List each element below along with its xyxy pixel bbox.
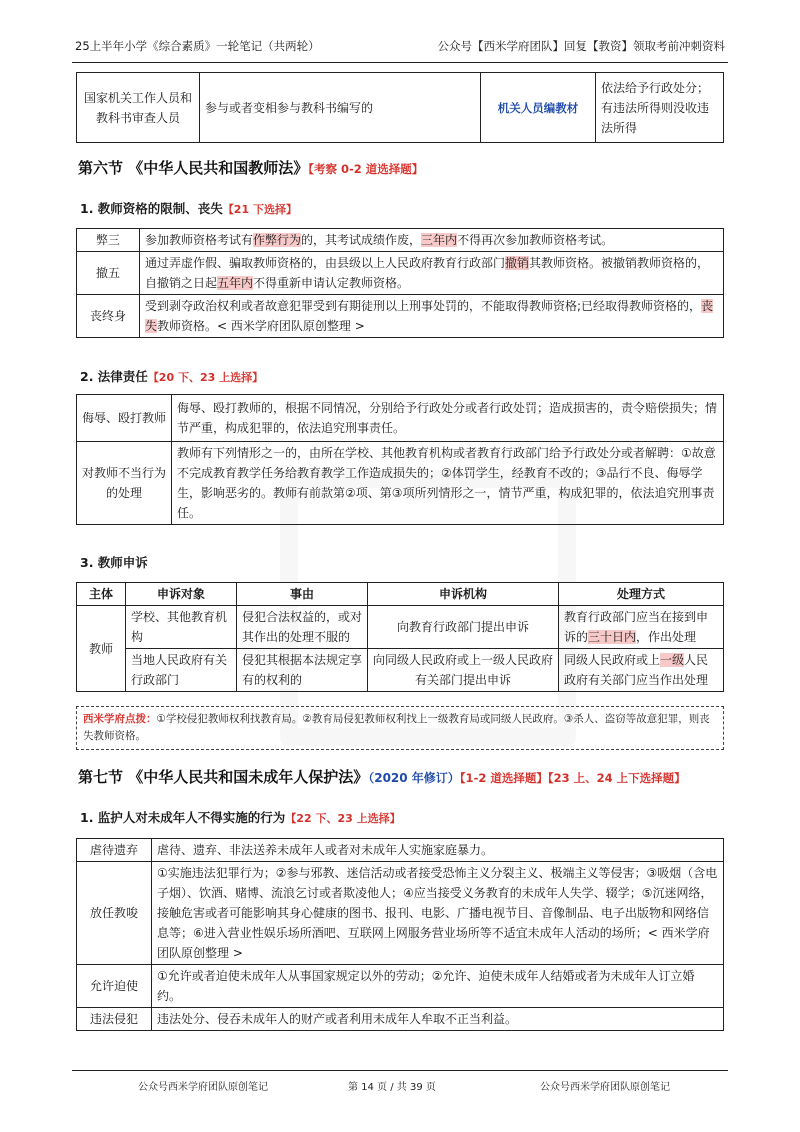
- legal-key: 侮辱、殴打教师: [77, 395, 172, 442]
- subsection-4-tag: 【22 下、23 上选择】: [285, 812, 401, 825]
- top-table-mnemonic-text: 机关人员编教材: [497, 100, 579, 115]
- top-continuation-table: [76, 72, 724, 143]
- appeal-reason: 侵犯其根据本法规定享有的权利的: [237, 649, 368, 692]
- qual-highlight: 丧失: [145, 299, 714, 333]
- qual-source: < 西米学府团队原创整理 >: [217, 319, 365, 333]
- subsection-2-tag: 【20 下、23 上选择】: [147, 371, 264, 384]
- guardian-value: 违法处分、侵吞未成年人的财产或者利用未成年人牟取不正当利益。: [152, 1008, 724, 1031]
- qual-content: [140, 229, 724, 252]
- appeal-org: 向教育行政部门提出申诉: [368, 606, 559, 649]
- qual-text: 受到剥夺政治权利或者故意犯罪受到有期徒刑以上刑事处罚的，不能取得教师资格;已经取得教师资格的，: [145, 299, 702, 313]
- legal-value: 侮辱、殴打教师的，根据不同情况，分别给予行政处分或者行政处罚；造成损害的，责令赔偿损失；情节严重，构成犯罪的，依法追究刑事责任。: [172, 395, 724, 442]
- qual-text: 不得重新申请认定教师资格。: [253, 276, 410, 290]
- appeal-subject: 教师: [77, 606, 126, 692]
- guardian-row: [77, 965, 724, 1008]
- subsection-2-title-text: 2. 法律责任: [80, 369, 148, 384]
- appeal-handling-highlight: 一级: [660, 653, 685, 667]
- appeal-header: 事由: [237, 583, 368, 606]
- top-table-mnemonic: [481, 73, 596, 143]
- qual-content: [140, 295, 724, 338]
- top-table-penalty: 依法给予行政处分；有违法所得则没收违法所得: [596, 73, 724, 143]
- qual-content: [140, 252, 724, 295]
- header-divider: [72, 62, 728, 63]
- guardian-row: [77, 862, 724, 965]
- appeal-header: 申诉机构: [368, 583, 559, 606]
- subsection-1-title: [80, 199, 297, 217]
- qual-row: [77, 252, 724, 295]
- appeal-table: [76, 582, 724, 692]
- guardian-row: [77, 839, 724, 862]
- guardian-value: ①允许或者迫使未成年人从事国家规定以外的劳动；②允许、迫使未成年人结婚或者为未成年人订立婚约。: [152, 965, 724, 1008]
- subsection-4-title-text: 1. 监护人对未成年人不得实施的行为: [80, 810, 286, 825]
- appeal-handling-text: 同级人民政府或上: [564, 653, 661, 667]
- qual-text: 的，其考试成绩作废，: [301, 233, 422, 247]
- subsection-3-title: [80, 553, 148, 571]
- appeal-handling-text: 人民政府有关部门应当作出处理: [564, 653, 709, 687]
- legal-responsibility-table: [76, 394, 724, 525]
- qual-text: 参加教师资格考试有: [145, 233, 254, 247]
- subsection-4-title: [80, 808, 401, 826]
- qual-text: 通过弄虚作假、骗取教师资格的，由县级以上人民政府教育行政部门: [145, 256, 506, 270]
- guardian-value: ①实施违法犯罪行为；②参与邪教、迷信活动或者接受恐怖主义分裂主义、极端主义等侵害；③吸烟（含电子烟）、饮酒、赌博、流浪乞讨或者欺凌他人；④应当接受义务教育的未成年人失学、辍学；⑤沉迷网络，接触危害或者可能影响其身心健康的图书、报刊、电影、广播电视节目、音像制品、电子出版物和网络信息等；⑥进入营业性娱乐场所酒吧、互联网上网服务营业场所等不适宜未成年人活动的场所；< 西米学府团队原创整理 >: [152, 862, 724, 965]
- section-6-tag: 【考察 0-2 道选择题】: [308, 162, 424, 176]
- appeal-row: [77, 606, 724, 649]
- appeal-header: 主体: [77, 583, 126, 606]
- tip-label: 西米学府点拨：: [83, 713, 157, 725]
- appeal-handling-text: 教育行政部门应当在接到申诉的: [564, 610, 709, 644]
- qual-text: 其教师资格。被撤销教师资格的，自撤销之日起: [145, 256, 710, 290]
- appeal-handling-text: ，作出处理: [636, 630, 697, 644]
- qual-highlight: 三年内: [421, 233, 458, 247]
- subsection-1-tag: 【21 下选择】: [222, 203, 297, 216]
- section-7-tag: 【1-2 道选择题】【23 上、24 上下选择题】: [459, 771, 686, 785]
- section-6-title-text: 第六节 《中华人民共和国教师法》: [78, 159, 309, 177]
- subsection-2-title: [80, 367, 263, 385]
- qual-highlight: 撤销: [505, 256, 530, 270]
- qual-highlight: 五年内: [217, 276, 254, 290]
- legal-row: [77, 395, 724, 442]
- qual-highlight: 作弊行为: [253, 233, 302, 247]
- footer-left-text: 公众号西米学府团队原创笔记: [138, 1082, 268, 1093]
- subsection-3-title-text: 3. 教师申诉: [80, 555, 148, 570]
- top-table-behavior: 参与或者变相参与教科书编写的: [200, 73, 481, 143]
- header-right-text: 公众号【西米学府团队】回复【教资】领取考前冲刺资料: [437, 39, 725, 53]
- header-left-text: 25上半年小学《综合素质》一轮笔记（共两轮）: [75, 39, 320, 53]
- qual-row: [77, 229, 724, 252]
- section-7-year: （2020 年修订）: [368, 771, 460, 785]
- appeal-header: 处理方式: [559, 583, 724, 606]
- appeal-handling: [559, 606, 724, 649]
- qualification-table: [76, 228, 724, 338]
- guardian-key: 虐待遗弃: [77, 839, 152, 862]
- section-7-title: [78, 766, 686, 787]
- appeal-object: 当地人民政府有关行政部门: [126, 649, 237, 692]
- page-number: 第 14 页 / 共 39 页: [348, 1082, 436, 1093]
- qual-row: [77, 295, 724, 338]
- tip-box: [76, 706, 724, 750]
- qual-key: 撤五: [77, 252, 140, 295]
- guardian-key: 违法侵犯: [77, 1008, 152, 1031]
- appeal-handling: [559, 649, 724, 692]
- appeal-handling-highlight: 三十日内: [588, 630, 637, 644]
- appeal-row: [77, 649, 724, 692]
- tip-text: ①学校侵犯教师权利找教育局。②教育局侵犯教师权利找上一级教育局或同级人民政府。③杀人、盗窃等故意犯罪，则丧失教师资格。: [83, 713, 710, 742]
- section-6-title: [78, 157, 423, 178]
- qual-text: 不得再次参加教师资格考试。: [457, 233, 614, 247]
- appeal-header: 申诉对象: [126, 583, 237, 606]
- legal-key: 对教师不当行为的处理: [77, 442, 172, 525]
- top-table-subject: 国家机关工作人员和教科书审查人员: [77, 73, 200, 143]
- guardian-row: [77, 1008, 724, 1031]
- legal-row: [77, 442, 724, 525]
- appeal-reason: 侵犯合法权益的，或对其作出的处理不服的: [237, 606, 368, 649]
- footer-divider: [72, 1070, 728, 1071]
- section-7-title-text: 第七节 《中华人民共和国未成年人保护法》: [78, 768, 369, 786]
- guardian-key: 允许迫使: [77, 965, 152, 1008]
- appeal-object: 学校、其他教育机构: [126, 606, 237, 649]
- guardian-value: 虐待、遗弃、非法送养未成年人或者对未成年人实施家庭暴力。: [152, 839, 724, 862]
- guardian-key: 放任教唆: [77, 862, 152, 965]
- legal-value: 教师有下列情形之一的，由所在学校、其他教育机构或者教育行政部门给予行政处分或者解聘：①故意不完成教育教学任务给教育教学工作造成损失的；②体罚学生，经教育不改的；③品行不良、侮辱学生，影响恶劣的。教师有前款第②项、第③项所列情形之一，情节严重，构成犯罪的，依法追究刑事责任。: [172, 442, 724, 525]
- qual-key: 丧终身: [77, 295, 140, 338]
- subsection-1-title-text: 1. 教师资格的限制、丧失: [80, 201, 223, 216]
- appeal-header-row: [77, 583, 724, 606]
- qual-text: 教师资格。: [157, 319, 218, 333]
- guardian-table: [76, 838, 724, 1031]
- footer-right-text: 公众号西米学府团队原创笔记: [540, 1082, 670, 1093]
- appeal-org: 向同级人民政府或上一级人民政府有关部门提出申诉: [368, 649, 559, 692]
- qual-key: 弊三: [77, 229, 140, 252]
